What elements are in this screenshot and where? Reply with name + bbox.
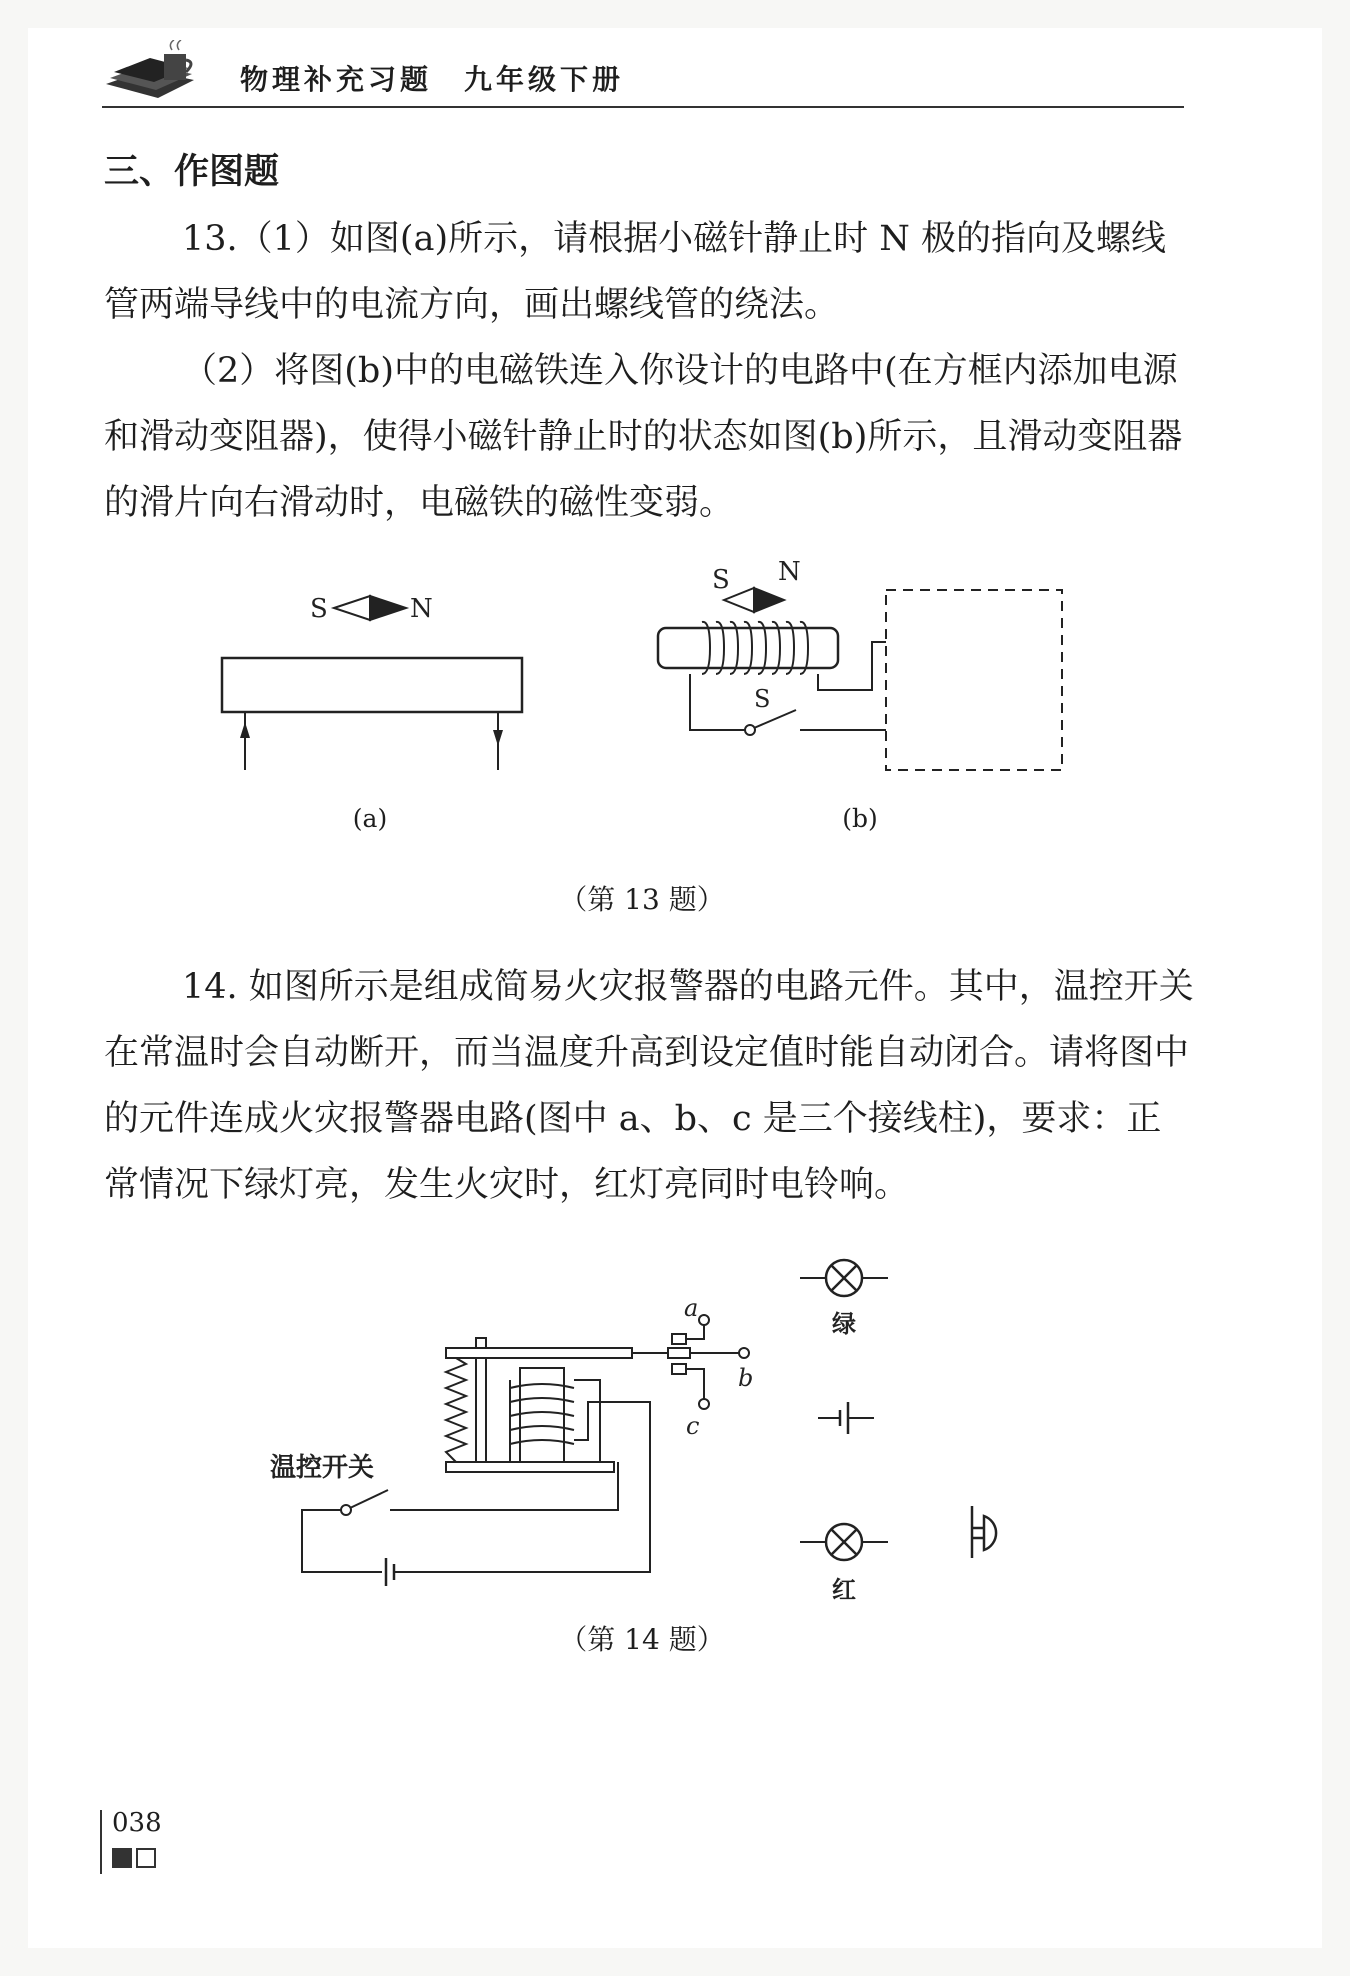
fig-a-needle-s-half: [334, 596, 370, 620]
terminal-b-label: b: [738, 1364, 754, 1392]
fig-a-label-n: N: [410, 594, 433, 624]
fig-a-label-s: S: [310, 594, 328, 624]
books-and-cup-icon: [102, 40, 212, 104]
page-header: [102, 40, 1184, 108]
q13-part1-text: 13.（1）如图(a)所示，请根据小磁针静止时 N 极的指向及螺线管两端导线中的电流方向，画出螺线管的绕法。: [104, 219, 1166, 325]
terminal-c: [699, 1399, 709, 1409]
terminal-a: [699, 1315, 709, 1325]
contact-moving: [668, 1348, 690, 1358]
fig-b-switch-pivot: [745, 725, 755, 735]
q13-fig-b-caption: (b): [842, 804, 878, 833]
terminal-a-label: a: [684, 1294, 699, 1322]
q13-fig-a-caption: (a): [352, 804, 388, 833]
filled-square-icon: [112, 1848, 132, 1868]
fig-a-needle-n-half: [370, 596, 406, 620]
q14-caption: （第 14 题）: [559, 1623, 725, 1656]
wire-temp-switch-left: [302, 1510, 382, 1572]
header-title: 物理补充习题 九年级下册: [240, 63, 625, 96]
wire-to-c: [686, 1369, 704, 1400]
fig-b-wire-left: [690, 674, 746, 730]
temp-switch-blade: [350, 1490, 388, 1508]
fig-b-switch-label: S: [754, 685, 771, 713]
fig-b-needle-n-half: [754, 588, 784, 612]
green-lamp-label: 绿: [832, 1310, 856, 1338]
terminal-c-label: c: [686, 1412, 700, 1440]
fig-b-label-s: S: [712, 565, 730, 595]
q13-figure-a: [200, 570, 560, 790]
relay-base: [446, 1462, 614, 1472]
footer-rule: [100, 1810, 102, 1874]
fig-b-dashed-box: [886, 590, 1062, 770]
contact-a-block: [672, 1334, 686, 1344]
q13-caption: （第 13 题）: [559, 883, 725, 916]
empty-square-icon: [136, 1848, 156, 1868]
terminal-b: [739, 1348, 749, 1358]
q13-figure-b: [650, 550, 1070, 790]
q14-text: 14. 如图所示是组成简易火灾报警器的电路元件。其中，温控开关在常温时会自动断开，而当温度升高到设定值时能自动闭合。请将图中的元件连成火灾报警器电路(图中 a、b、c 是三个接线柱)，要求：正常情况下绿灯亮，发生火灾时，红灯亮同时电铃响。: [104, 967, 1194, 1205]
temp-switch-pivot: [341, 1505, 351, 1515]
wire-to-a: [686, 1324, 704, 1339]
temp-switch-label: 温控开关: [270, 1453, 375, 1483]
electric-bell-icon: [972, 1506, 996, 1558]
contact-c-block: [672, 1364, 686, 1374]
fig-b-electromagnet-core: [658, 628, 838, 668]
relay-spring: [446, 1358, 466, 1462]
q14-figure: [270, 1240, 1030, 1620]
fig-a-solenoid: [222, 658, 522, 712]
section-heading: 三、作图题: [104, 152, 280, 192]
q13-part2-text: （2）将图(b)中的电磁铁连入你设计的电路中(在方框内添加电源和滑动变阻器)，使得小磁针静止时的状态如图(b)所示，且滑动变阻器的滑片向右滑动时，电磁铁的磁性变弱。: [104, 351, 1183, 523]
red-lamp-label: 红: [832, 1576, 856, 1604]
fig-b-label-n: N: [778, 557, 801, 587]
fig-a-right-arrow: [493, 730, 503, 746]
relay-electromagnet-core: [520, 1368, 564, 1462]
fig-a-left-arrow: [240, 722, 250, 738]
relay-armature: [446, 1348, 632, 1358]
page-number: 038: [112, 1808, 162, 1838]
